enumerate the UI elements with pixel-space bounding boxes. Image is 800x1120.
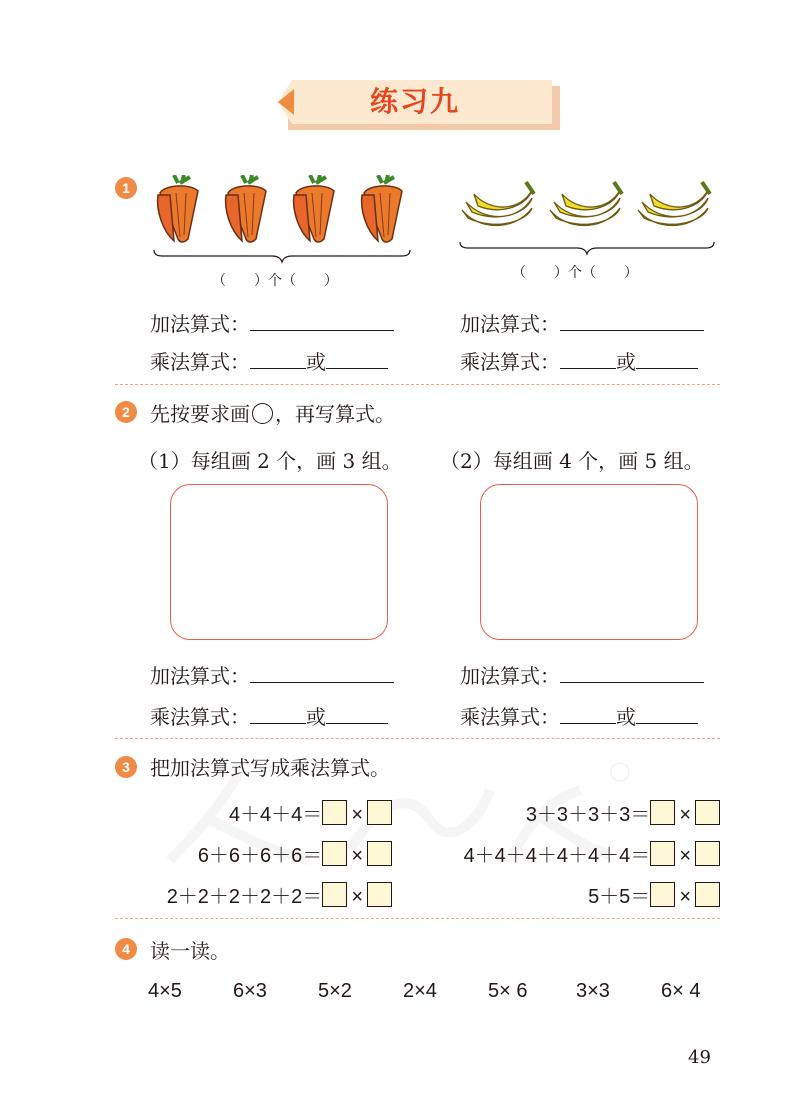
times-sign: × (679, 845, 691, 867)
answer-line[interactable] (560, 350, 616, 369)
answer-box[interactable] (367, 841, 392, 866)
answer-line[interactable] (250, 705, 306, 724)
q1-right-mul-row (460, 346, 698, 375)
equation-row (198, 839, 392, 868)
q4-instruction: 读一读。 (150, 939, 230, 963)
question-3-badge: 3 (115, 756, 137, 778)
carrot-group (150, 175, 415, 245)
answer-line[interactable] (326, 350, 388, 369)
q2-right-mul-row (460, 701, 698, 730)
or-word: 或 (616, 350, 636, 374)
answer-box[interactable] (650, 841, 675, 866)
times-sign: × (351, 886, 363, 908)
answer-line[interactable] (326, 705, 388, 724)
instruction-text: ，再写算式。 (275, 402, 395, 426)
banana-icon (462, 182, 534, 226)
add-label: 加法算式： (460, 664, 560, 688)
answer-line[interactable] (250, 312, 394, 331)
right-brace (458, 240, 716, 256)
read-item: 6×3 (233, 980, 267, 1002)
mul-label: 乘法算式： (150, 350, 250, 374)
times-sign: × (679, 804, 691, 826)
instruction-text: 先按要求画 (150, 402, 250, 426)
equation-text: 4＋4＋4＝ (228, 804, 323, 826)
read-item: 4×5 (148, 980, 182, 1002)
times-sign: × (351, 804, 363, 826)
section-divider (115, 918, 720, 919)
answer-line[interactable] (560, 664, 704, 683)
banana-group (458, 180, 718, 238)
equation-row (464, 839, 720, 868)
equation-text: 5＋5＝ (588, 886, 651, 908)
left-brace (152, 248, 412, 264)
read-item: 5×2 (318, 980, 352, 1002)
q2-right-add-row (460, 660, 704, 689)
answer-box[interactable] (322, 882, 347, 907)
q2-part-2: （2）每组画 4 个，画 5 组。 (440, 449, 704, 473)
q2-left-mul-row (150, 701, 388, 730)
mul-label: 乘法算式： (460, 350, 560, 374)
answer-line[interactable] (560, 705, 616, 724)
page-number: 49 (688, 1047, 711, 1068)
page-title: 练习九 (369, 85, 460, 118)
q2-instruction (150, 398, 395, 427)
answer-box[interactable] (695, 800, 720, 825)
equation-row (229, 798, 392, 827)
answer-box[interactable] (367, 800, 392, 825)
q2-part-1: （1）每组画 2 个，画 3 组。 (138, 449, 402, 473)
right-brace-caption: （ ）个（ ） (512, 265, 638, 281)
answer-box[interactable] (322, 800, 347, 825)
equation-row (167, 880, 392, 909)
q1-left-add-row (150, 308, 394, 337)
equation-text: 6＋6＋6＋6＝ (197, 845, 323, 867)
title-banner (278, 80, 560, 130)
answer-line[interactable] (636, 705, 698, 724)
add-label: 加法算式： (460, 312, 560, 336)
q2-left-add-row (150, 660, 394, 689)
q1-left-mul-row (150, 346, 388, 375)
answer-box[interactable] (650, 800, 675, 825)
answer-line[interactable] (636, 350, 698, 369)
equation-text: 2＋2＋2＋2＋2＝ (166, 886, 323, 908)
read-item: 2×4 (403, 980, 437, 1002)
add-label: 加法算式： (150, 312, 250, 336)
times-sign: × (351, 845, 363, 867)
answer-box[interactable] (695, 841, 720, 866)
answer-line[interactable] (560, 312, 704, 331)
answer-line[interactable] (250, 350, 306, 369)
carrot-icon (158, 175, 198, 242)
answer-box[interactable] (695, 882, 720, 907)
equation-row (588, 880, 720, 909)
add-label: 加法算式： (150, 664, 250, 688)
read-item: 5× 6 (488, 980, 528, 1002)
q3-instruction: 把加法算式写成乘法算式。 (150, 756, 390, 780)
question-1-badge: 1 (115, 177, 137, 199)
left-brace-caption: （ ）个（ ） (212, 273, 338, 289)
equation-row (526, 798, 720, 827)
drawing-box-2[interactable] (480, 484, 698, 640)
q1-right-add-row (460, 308, 704, 337)
mul-label: 乘法算式： (460, 705, 560, 729)
circle-icon (252, 403, 273, 424)
read-item: 6× 4 (661, 980, 701, 1002)
section-divider (115, 384, 720, 385)
answer-box[interactable] (322, 841, 347, 866)
or-word: 或 (306, 350, 326, 374)
times-sign: × (679, 886, 691, 908)
answer-box[interactable] (367, 882, 392, 907)
read-item: 3×3 (576, 980, 610, 1002)
question-4-badge: 4 (115, 938, 137, 960)
mul-label: 乘法算式： (150, 705, 250, 729)
equation-text: 4＋4＋4＋4＋4＋4＝ (463, 845, 651, 867)
section-divider (115, 738, 720, 739)
answer-box[interactable] (650, 882, 675, 907)
drawing-box-1[interactable] (170, 484, 388, 640)
or-word: 或 (616, 705, 636, 729)
or-word: 或 (306, 705, 326, 729)
equation-text: 3＋3＋3＋3＝ (525, 804, 651, 826)
question-2-badge: 2 (115, 401, 137, 423)
answer-line[interactable] (250, 664, 394, 683)
